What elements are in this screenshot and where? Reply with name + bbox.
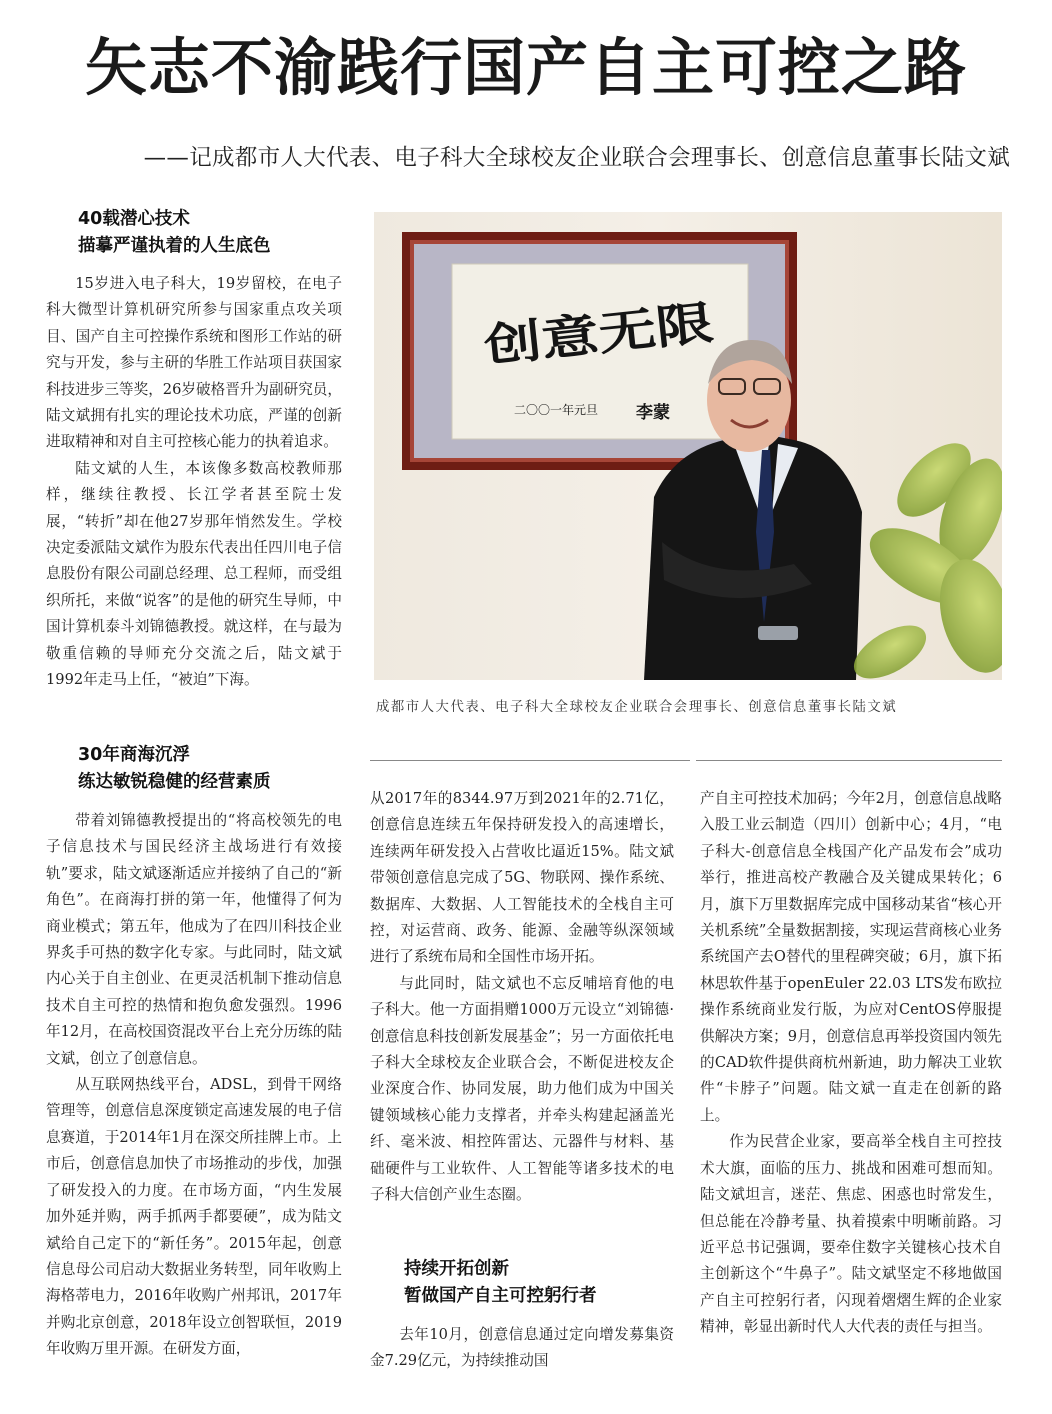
- paragraph: 去年10月，创意信息通过定向增发募集资金7.29亿元，为持续推动国: [370, 1326, 674, 1370]
- section-heading-1-line2: 描摹严谨执着的人生底色: [78, 236, 271, 256]
- photo-caption: 成都市人大代表、电子科大全球校友企业联合会理事长、创意信息董事长陆文斌: [376, 700, 898, 715]
- column-1-top: [46, 271, 342, 694]
- plant-leaves: [845, 431, 1002, 680]
- column-2-bottom: [370, 1322, 674, 1375]
- column-divider: [370, 760, 690, 761]
- portrait-photo: [374, 212, 1002, 680]
- section-heading-2-line2: 练达敏锐稳健的经营素质: [78, 772, 271, 792]
- calligraphy-inscription: 二〇〇一年元旦: [514, 403, 599, 417]
- column-1-bottom: [46, 808, 342, 1363]
- paragraph: 从互联网热线平台，ADSL，到骨干网络管理等，创意信息深度锁定高速发展的电子信息赛道，于2014年1月在深交所挂牌上市。上市后，创意信息加快了市场推动的步伐，加强了研发投入的力度。在市场方面，“内生发展加外延并购，两手抓两手都要硬”，成为陆文斌给自己定下的“新任务”。2015年起，创意信息母公司启动大数据业务转型，同年收购上海格蒂电力，2016年收购广州邦讯，2017年并购北京创意，2018年设立创智联恒，2019年收购万里开源。在研发方面，: [46, 1076, 342, 1358]
- paragraph: 从2017年的8344.97万到2021年的2.71亿，创意信息连续五年保持研发投入的高速增长，连续两年研发投入占营收比逼近15%。陆文斌带领创意信息完成了5G、物联网、操作系统、数据库、大数据、人工智能技术的全栈自主可控，对运营商、政务、能源、金融等纵深领域进行了系统布局和全国性市场开拓。: [370, 790, 674, 966]
- calligraphy-char: 创意无限: [481, 300, 671, 373]
- section-heading-1: [78, 206, 271, 260]
- paragraph: 陆文斌的人生，本该像多数高校教师那样，继续往教授、长江学者甚至院士发展，“转折”却在他27岁那年悄然发生。学校决定委派陆文斌作为股东代表出任四川电子信息股份有限公司副总经理、总工程师，而受组织所托，来做“说客”的是他的研究生导师，中国计算机泰斗刘锦德教授。就这样，在与最为敬重信赖的导师充分交流之后，陆文斌于1992年走马上任，“被迫”下海。: [46, 459, 342, 689]
- section-heading-2: [78, 742, 271, 796]
- paragraph: 带着刘锦德教授提出的“将高校领先的电子信息技术与国民经济主战场进行有效接轨”要求，陆文斌逐渐适应并接纳了自己的“新角色”。在商海打拼的第一年，他懂得了何为商业模式；第五年，他成为了在四川科技企业界炙手可热的数字化专家。与此同时，陆文斌内心关于自主创业、在更灵活机制下推动信息技术自主可控的热情和抱负愈发强烈。1996年12月，在高校国资混改平台上充分历练的陆文斌，创立了创意信息。: [46, 812, 342, 1067]
- section-heading-3-line1: 持续开拓创新: [404, 1259, 509, 1279]
- paragraph: 15岁进入电子科大，19岁留校，在电子科大微型计算机研究所参与国家重点攻关项目、国产自主可控操作系统和图形工作站的研究与开发，参与主研的华胜工作站项目获国家科技进步三等奖，26岁破格晋升为副研究员，陆文斌拥有扎实的理论技术功底，严谨的创新进取精神和对自主可控核心能力的执着追求。: [46, 275, 342, 451]
- calligraphy-signature: 李蒙: [636, 403, 670, 423]
- section-heading-1-line1: 40载潜心技术: [78, 209, 190, 229]
- paragraph: 作为民营企业家，要高举全栈自主可控技术大旗，面临的压力、挑战和困难可想而知。陆文斌坦言，迷茫、焦虑、困惑也时常发生，但总能在冷静考量、执着摸索中明晰前路。习近平总书记强调，要牵住数字关键核心技术自主创新这个“牛鼻子”。陆文斌坚定不移地做国产自主可控躬行者，闪现着熠熠生辉的企业家精神，彰显出新时代人大代表的责任与担当。: [700, 1133, 1002, 1336]
- section-heading-3: [404, 1256, 597, 1310]
- photo-illustration: [374, 212, 1002, 680]
- column-divider: [696, 760, 1002, 761]
- paragraph: 与此同时，陆文斌也不忘反哺培育他的电子科大。他一方面捐赠1000万元设立“刘锦德·创意信息科技创新发展基金”；另一方面依托电子科大全球校友企业联合会，不断促进校友企业深度合作、协同发展，助力他们成为中国关键领域核心能力支撑者，并牵头构建起涵盖光纤、毫米波、相控阵雷达、元器件与材料、基础硬件与工业软件、人工智能等诸多技术的电子科大信创产业生态圈。: [370, 974, 674, 1204]
- section-heading-2-line1: 30年商海沉浮: [78, 745, 190, 765]
- paragraph: 产自主可控技术加码；今年2月，创意信息战略入股工业云制造（四川）创新中心；4月，“电子科大-创意信息全栈国产化产品发布会”成功举行，推进高校产教融合及关键成果转化；6月，旗下万里数据库完成中国移动某省“核心开关机系统”全量数据割接，实现运营商核心业务系统国产去O替代的里程碑突破；6月，旗下拓林思软件基于openEuler 22.03 LTS发布欧拉操作系统商业发行版，为应对CentOS停服提供解决方案；9月，创意信息再举投资国内领先的CAD软件提供商杭州新迪，助力解决工业软件“卡脖子”问题。陆文斌一直走在创新的路上。: [700, 790, 1002, 1124]
- article-title: 矢志不渝践行国产自主可控之路: [84, 31, 967, 104]
- column-3: [700, 786, 1002, 1341]
- section-heading-3-line2: 暂做国产自主可控躬行者: [404, 1286, 597, 1306]
- column-2: [370, 786, 674, 1209]
- article-subtitle: ——记成都市人大代表、电子科大全球校友企业联合会理事长、创意信息董事长陆文斌: [143, 145, 1010, 171]
